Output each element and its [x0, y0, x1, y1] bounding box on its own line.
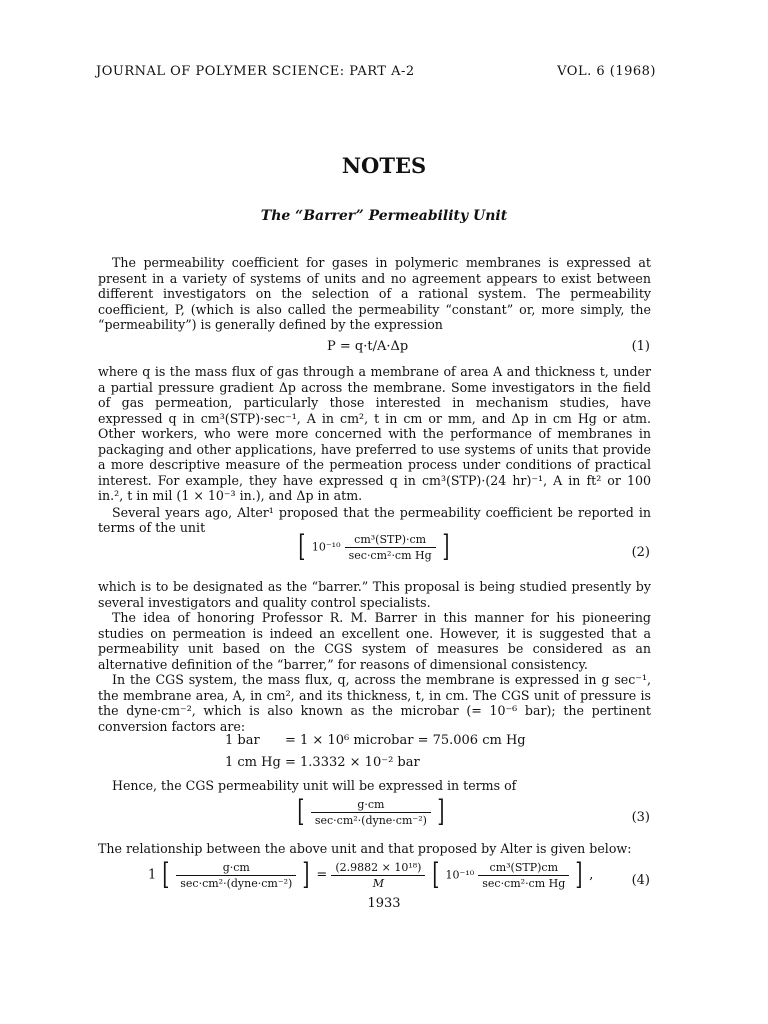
eq4-left-fraction — [176, 861, 296, 890]
equation-2-number: (2) — [631, 545, 650, 560]
running-header-volume: VOL. 6 (1968) — [557, 64, 656, 79]
equation-4-number: (4) — [631, 873, 650, 888]
eq2-prefix: 10⁻¹⁰ — [311, 540, 341, 554]
section-title: NOTES — [341, 153, 427, 178]
conversion-row-1-right: = 1 × 10⁶ microbar = 75.006 cm Hg — [285, 733, 526, 748]
equation-2 — [296, 529, 452, 564]
equation-4 — [148, 857, 594, 892]
eq2-fraction — [345, 533, 436, 562]
eq4-right-denominator: sec·cm²·cm Hg — [482, 876, 566, 890]
conversion-row-2-right: = 1.3332 × 10⁻² bar — [285, 755, 420, 770]
paragraph-text: Hence, the CGS permeability unit will be expressed in terms of — [112, 778, 517, 793]
page-number: 1933 — [367, 896, 401, 911]
eq4-mid-denominator: M — [372, 876, 385, 890]
left-bracket: [ — [431, 857, 439, 892]
eq4-right-fraction — [478, 861, 569, 890]
right-bracket: ] — [575, 857, 583, 892]
equation-3-number: (3) — [631, 810, 650, 825]
paragraph-intro — [98, 255, 651, 333]
equation-1: P = q·t/A·Δp — [327, 339, 409, 354]
eq4-mid-fraction — [331, 861, 425, 890]
equation-3 — [295, 794, 447, 829]
eq4-right-prefix: 10⁻¹⁰ — [445, 868, 475, 882]
eq4-trail: , — [589, 867, 594, 883]
eq4-lead: 1 — [148, 867, 157, 883]
conversion-row-1-left: 1 bar — [225, 733, 260, 748]
eq2-denominator: sec·cm²·cm Hg — [348, 548, 432, 562]
right-bracket: ] — [302, 857, 310, 892]
right-bracket: ] — [442, 529, 450, 564]
equation-1-number: (1) — [631, 339, 650, 354]
eq3-numerator: g·cm — [311, 798, 431, 813]
eq3-fraction — [311, 798, 431, 827]
paragraph-definitions — [98, 364, 651, 536]
paragraph-cgs-unit — [112, 778, 665, 794]
running-header-journal: JOURNAL OF POLYMER SCIENCE: PART A-2 — [96, 64, 415, 79]
right-bracket: ] — [437, 794, 445, 829]
paragraph-text: The relationship between the above unit and that proposed by Alter is given below: — [98, 841, 632, 856]
paragraph-discussion — [98, 579, 651, 734]
eq4-mid-numerator: (2.9882 × 10¹⁸) — [331, 861, 425, 876]
eq2-numerator: cm³(STP)·cm — [345, 533, 436, 548]
left-bracket: [ — [162, 857, 170, 892]
eq3-denominator: sec·cm²·(dyne·cm⁻²) — [314, 813, 427, 827]
paragraph-text: where q is the mass flux of gas through a membrane of area A and thickness t, under a partial pressure gradient Δp across the membrane. Some investigators in the field of gas permeation, particularly those interested in mechanism studies, have expressed q in cm³(STP)·sec⁻¹, A in cm², t in cm or mm, and Δp in cm Hg or atm. Other workers, who were more concerned with the performance of membranes in packaging and other applications, have preferred to use systems of units that provide a more descriptive measure of the permeation process under conditions of practical interest. For example, they have expressed q in cm³(STP)·(24 hr)⁻¹, A in ft² or 100 in.², t in mil (1 × 10⁻³ in.), and Δp in atm. — [98, 364, 651, 503]
left-bracket: [ — [297, 794, 305, 829]
paragraph-text: The idea of honoring Professor R. M. Barrer in this manner for his pioneering studies on permeation is indeed an excellent one. However, it is suggested that a permeability unit based on the CGS system of measures be considered as an alternative definition of the “barrer,” for reasons of dimensional consistency. — [98, 610, 651, 672]
article-title: The “Barrer” Permeability Unit — [260, 208, 508, 224]
paragraph-text: which is to be designated as the “barrer.” This proposal is being studied presently by several investigators and quality control specialists. — [98, 579, 651, 610]
conversion-row-2-left: 1 cm Hg — [225, 755, 281, 770]
eq4-equals: = — [316, 867, 328, 883]
paragraph-relationship — [98, 841, 651, 857]
paragraph-text: In the CGS system, the mass flux, q, across the membrane is expressed in g sec⁻¹, the membrane area, A, in cm², and its thickness, t, in cm. The CGS unit of pressure is the dyne·cm⁻², which is also known as the microbar (= 10⁻⁶ bar); the pertinent conversion factors are: — [98, 672, 651, 734]
eq4-left-numerator: g·cm — [176, 861, 296, 876]
eq4-right-numerator: cm³(STP)cm — [478, 861, 569, 876]
paragraph-text: The permeability coefficient for gases in polymeric membranes is expressed at present in a variety of systems of units and no agreement appears to exist between different investigators on the selection of a rational system. The permeability coefficient, P, (which is also called the permeability “constant” or, more simply, the “permeability”) is generally defined by the expression — [98, 255, 651, 332]
eq4-left-denominator: sec·cm²·(dyne·cm⁻²) — [180, 876, 293, 890]
paragraph-text: Several years ago, Alter¹ proposed that the permeability coefficient be reported in terms of the unit — [98, 504, 651, 535]
left-bracket: [ — [298, 529, 306, 564]
